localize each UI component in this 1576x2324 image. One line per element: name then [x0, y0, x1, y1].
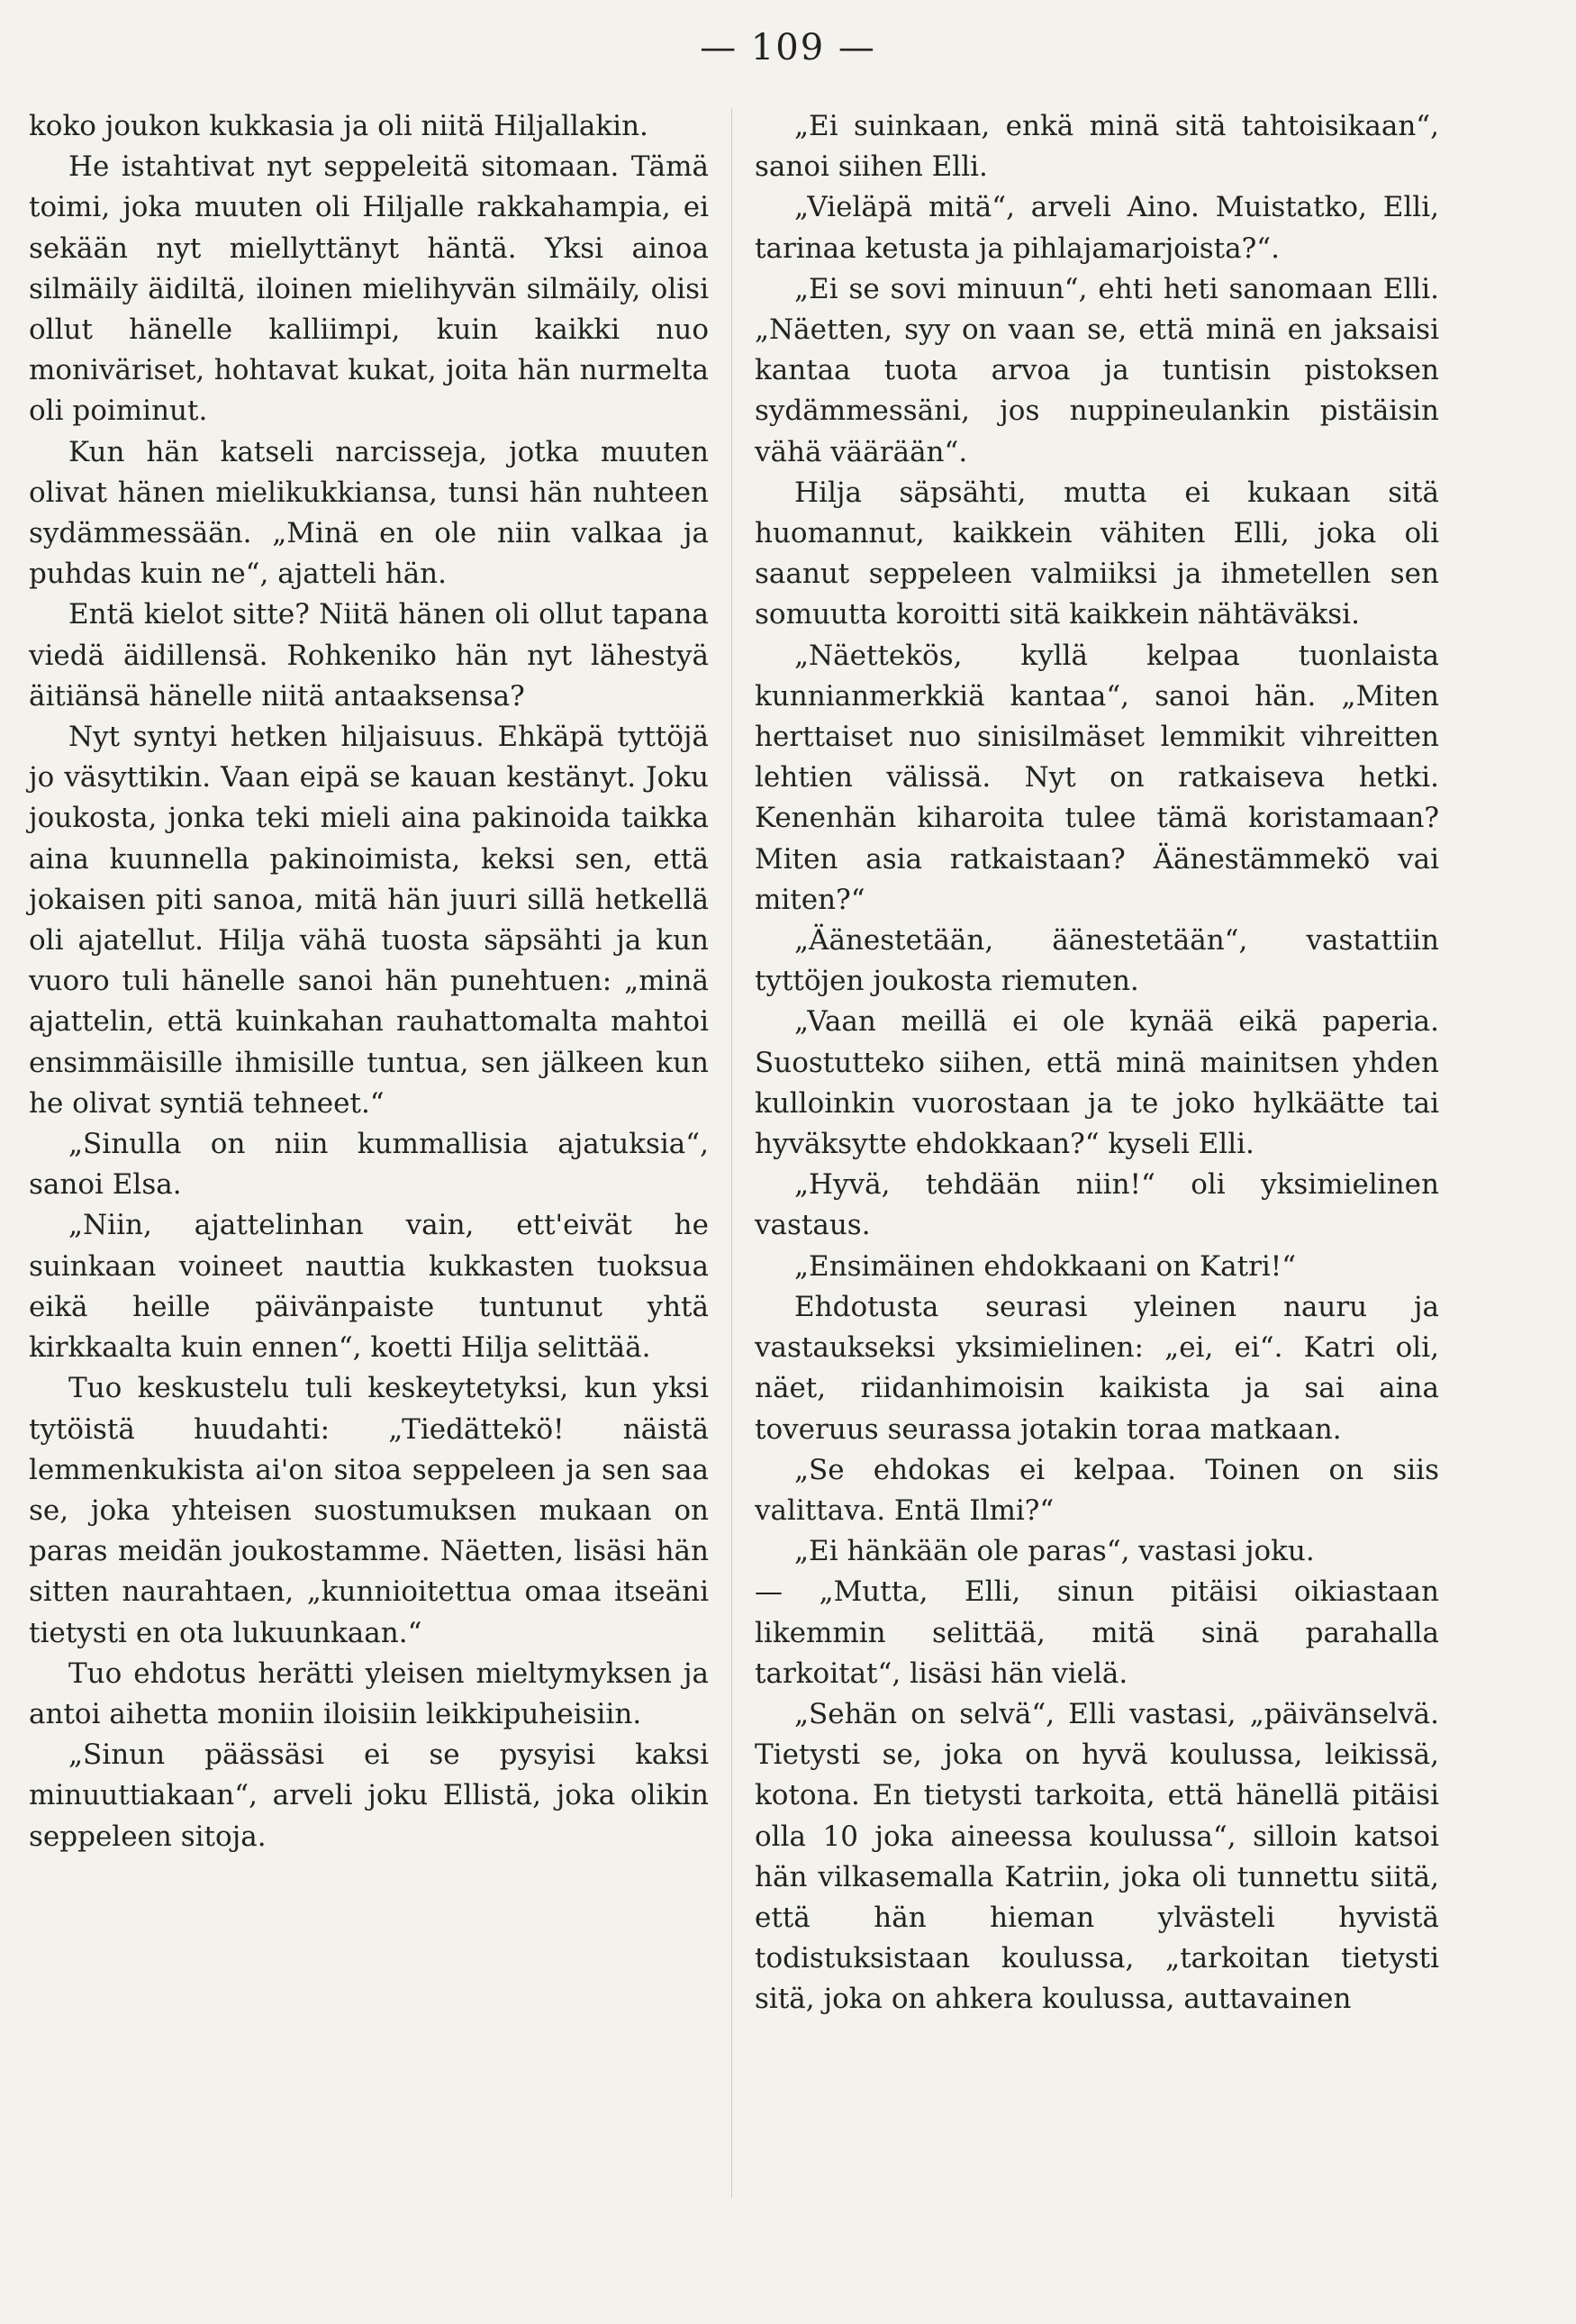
paragraph: „Ei hänkään ole paras“, vastasi joku. — [794, 1535, 1315, 1568]
paragraph: „Sehän on selvä“, Elli vastasi, „päivänselvä. Tietysti se, joka on hyvä koulussa, leikissä, kotona. En tietysti tarkoita, että hänellä pitäisi olla 10 joka aineessa koulussa“, silloin katsoi hän vilkasemalla Katriin, joka oli tunnettu siitä, että hän hieman ylvästeli hyvistä todistuksistaan koulussa, „tarkoitan tietysti sitä, joka on ahkera koulussa, auttavainen — [755, 1697, 1439, 2016]
paragraph: Nyt syntyi hetken hiljaisuus. Ehkäpä tyttöjä jo väsyttikin. Vaan eipä se kauan kestänyt. Joku joukosta, jonka teki mieli aina pakinoida taikka aina kuunnella pakinoimista, keksi sen, että jokaisen piti sanoa, mitä hän juuri sillä hetkellä oli ajatellut. Hilja vähä tuosta säpsähti ja kun vuoro tuli hänelle sanoi hän punehtuen: „minä ajattelin, että kuinkahan rauhattomalta mahtoi ensimmäisille ihmisille tuntua, sen jälkeen kun he olivat syntiä tehneet.“ — [29, 721, 709, 1120]
left-column — [29, 106, 709, 1857]
paragraph: „Ei se sovi minuun“, ehti heti sanomaan Elli. „Näetten, syy on vaan se, että minä en jaksaisi kantaa tuota arvoa ja tuntisin pistoksen sydämmessäni, jos nuppineulankin pistäisin vähä väärään“. — [755, 272, 1439, 468]
paragraph: koko joukon kukkasia ja oli niitä Hiljallakin. — [29, 110, 648, 142]
paragraph: „Hyvä, tehdään niin!“ oli yksimielinen vastaus. — [755, 1168, 1439, 1242]
paragraph: He istahtivat nyt seppeleitä sitomaan. Tämä toimi, joka muuten oli Hiljalle rakkahampia, ei sekään nyt miellyttänyt häntä. Yksi ainoa silmäily äidiltä, iloinen mielihyvän silmäily, olisi ollut hänelle kalliimpi, kuin kaikki nuo moniväriset, hohtavat kukat, joita hän nurmelta oli poiminut. — [29, 150, 709, 428]
paragraph: „Näettekös, kyllä kelpaa tuonlaista kunnianmerkkiä kantaa“, sanoi hän. „Miten herttaiset nuo sinisilmäset lemmikit vihreitten lehtien välissä. Nyt on ratkaiseva hetki. Kenenhän kiharoita tulee tämä koristamaan? Miten asia ratkaistaan? Äänestämmekö vai miten?“ — [755, 639, 1439, 916]
paragraph: Kun hän katseli narcisseja, jotka muuten olivat hänen mielikukkiansa, tunsi hän nuhteen sydämmessään. „Minä en ole niin valkaa ja puhdas kuin ne“, ajatteli hän. — [29, 435, 709, 591]
paragraph: Entä kielot sitte? Niitä hänen oli ollut tapana viedä äidillensä. Rohkeniko hän nyt lähestyä äitiänsä hänelle niitä antaaksensa? — [29, 598, 709, 713]
right-column — [755, 106, 1439, 2020]
paragraph: „Sinun päässäsi ei se pysyisi kaksi minuuttiakaan“, arveli joku Ellistä, joka olikin seppeleen sitoja. — [29, 1738, 709, 1853]
column-divider — [731, 108, 732, 2198]
paragraph: Ehdotusta seurasi yleinen nauru ja vastaukseksi yksimielinen: „ei, ei“. Katri oli, näet, riidanhimoisin kaikista ja sai aina toveruus seurassa jotakin toraa matkaan. — [755, 1290, 1439, 1446]
paragraph: „Niin, ajattelinhan vain, ett'eivät he suinkaan voineet nauttia kukkasten tuoksua eikä heille päivänpaiste tuntunut yhtä kirkkaalta kuin ennen“, koetti Hilja selittää. — [29, 1209, 709, 1365]
paragraph: „Vaan meillä ei ole kynää eikä paperia. Suostutteko siihen, että minä mainitsen yhden kulloinkin vuorostaan ja te joko hylkäätte tai hyväksytte ehdokkaan?“ kyseli Elli. — [755, 1005, 1439, 1161]
paragraph: — „Mutta, Elli, sinun pitäisi oikiastaan likemmin selittää, mitä sinä parahalla tarkoitat“, lisäsi hän vielä. — [755, 1575, 1439, 1690]
paragraph: „Sinulla on niin kummallisia ajatuksia“, sanoi Elsa. — [29, 1128, 709, 1202]
paragraph: Hilja säpsähti, mutta ei kukaan sitä huomannut, kaikkein vähiten Elli, joka oli saanut seppeleen valmiiksi ja ihmetellen sen somuutta koroitti sitä kaikkein nähtäväksi. — [755, 476, 1439, 631]
paragraph: „Ensimäinen ehdokkaani on Katri!“ — [794, 1249, 1297, 1283]
paragraph: „Se ehdokas ei kelpaa. Toinen on siis valittava. Entä Ilmi?“ — [755, 1453, 1439, 1527]
paragraph: Tuo ehdotus herätti yleisen mieltymyksen ja antoi aihetta moniin iloisiin leikkipuheisiin. — [29, 1657, 709, 1730]
page-number: — 109 — — [700, 27, 876, 68]
paragraph: „Ei suinkaan, enkä minä sitä tahtoisikaan“, sanoi siihen Elli. — [755, 110, 1439, 184]
paragraph: „Vieläpä mitä“, arveli Aino. Muistatko, Elli, tarinaa ketusta ja pihlajamarjoista?“. — [755, 191, 1439, 265]
paragraph: „Äänestetään, äänestetään“, vastattiin tyttöjen joukosta riemuten. — [755, 924, 1439, 998]
paragraph: Tuo keskustelu tuli keskeytetyksi, kun yksi tytöistä huudahti: „Tiedättekö! näistä lemmenkukista ai'on sitoa seppeleen ja sen saa se, joka yhteisen suostumuksen mukaan on paras meidän joukostamme. Näetten, lisäsi hän sitten naurahtaen, „kunnioitettua omaa itseäni tietysti en ota lukuunkaan.“ — [29, 1372, 709, 1649]
